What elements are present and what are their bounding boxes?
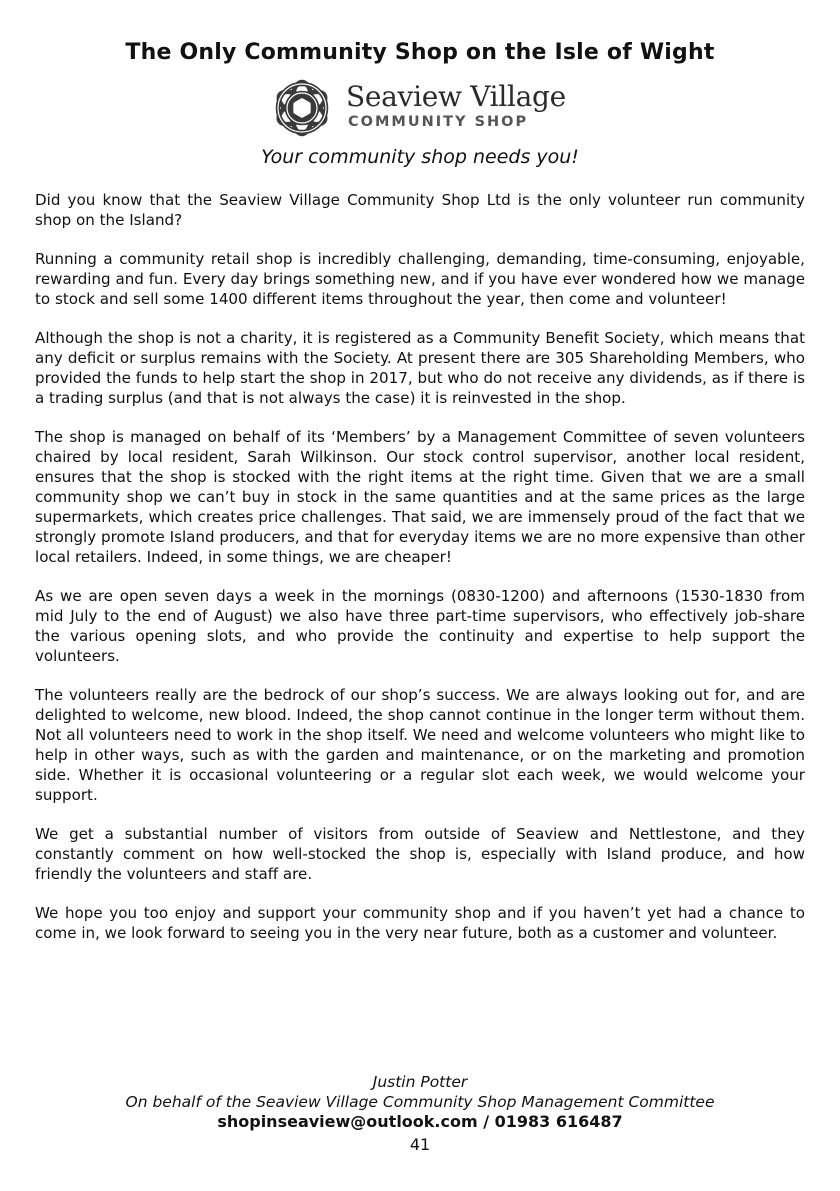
paragraph: Running a community retail shop is incredibly challenging, demanding, time-consuming, enjoyable, rewarding and fun. Every day brings something new, and if you have ever wondered how we manage to stock and sell some 1400 different items throughout the year, then come and volunteer! <box>35 250 805 308</box>
page-number: 41 <box>409 1135 431 1154</box>
paragraph: The shop is managed on behalf of its ‘Members’ by a Management Committee of seven volunteers chaired by local resident, Sarah Wilkinson. Our stock control supervisor, another local resident, ensures that the shop is stocked with the right items at the right time. Given that we are a small community shop we can’t buy in stock in the same quantities and at the same prices as the large supermarkets, which creates price challenges. That said, we are immensely proud of the fact that we strongly promote Island producers, and that for everyday items we are no more expensive than other local retailers. Indeed, in some things, we are cheaper! <box>35 428 805 566</box>
tagline: Your community shop needs you! <box>261 146 579 168</box>
celtic-knot-icon <box>270 78 334 138</box>
paragraph: As we are open seven days a week in the mornings (0830-1200) and afternoons (1530-1830 from mid July to the end of August) we also have three part-time supervisors, who effectively job-share the various opening slots, and who provide the continuity and expertise to help support the volunteers. <box>35 587 805 665</box>
signoff <box>0 1072 840 1132</box>
on-behalf-line: On behalf of the Seaview Village Community Shop Management Committee <box>125 1093 715 1111</box>
paragraph: Did you know that the Seaview Village Community Shop Ltd is the only volunteer run community shop on the Island? <box>35 191 805 229</box>
article-body <box>35 190 805 962</box>
logo-subtitle: COMMUNITY SHOP <box>348 114 529 130</box>
logo-name: Seaview Village <box>346 80 566 113</box>
paragraph: We get a substantial number of visitors from outside of Seaview and Nettlestone, and they constantly comment on how well-stocked the shop is, especially with Island produce, and how friendly the volunteers and staff are. <box>35 825 805 883</box>
shop-logo <box>262 72 578 144</box>
author-name: Justin Potter <box>372 1073 468 1091</box>
contact-details: shopinseaview@outlook.com / 01983 616487 <box>217 1112 623 1131</box>
page-title: The Only Community Shop on the Isle of Wight <box>125 40 715 65</box>
paragraph: The volunteers really are the bedrock of our shop’s success. We are always looking out for, and are delighted to welcome, new blood. Indeed, the shop cannot continue in the longer term without them. Not all volunteers need to work in the shop itself. We need and welcome volunteers who might like to help in other ways, such as with the garden and maintenance, or on the marketing and promotion side. Whether it is occasional volunteering or a regular slot each week, we would welcome your support. <box>35 686 805 804</box>
paragraph: We hope you too enjoy and support your community shop and if you haven’t yet had a chance to come in, we look forward to seeing you in the very near future, both as a customer and volunteer. <box>35 904 805 942</box>
paragraph: Although the shop is not a charity, it is registered as a Community Benefit Society, which means that any deficit or surplus remains with the Society. At present there are 305 Shareholding Members, who provided the funds to help start the shop in 2017, but who do not receive any dividends, as if there is a trading surplus (and that is not always the case) it is reinvested in the shop. <box>35 329 805 407</box>
